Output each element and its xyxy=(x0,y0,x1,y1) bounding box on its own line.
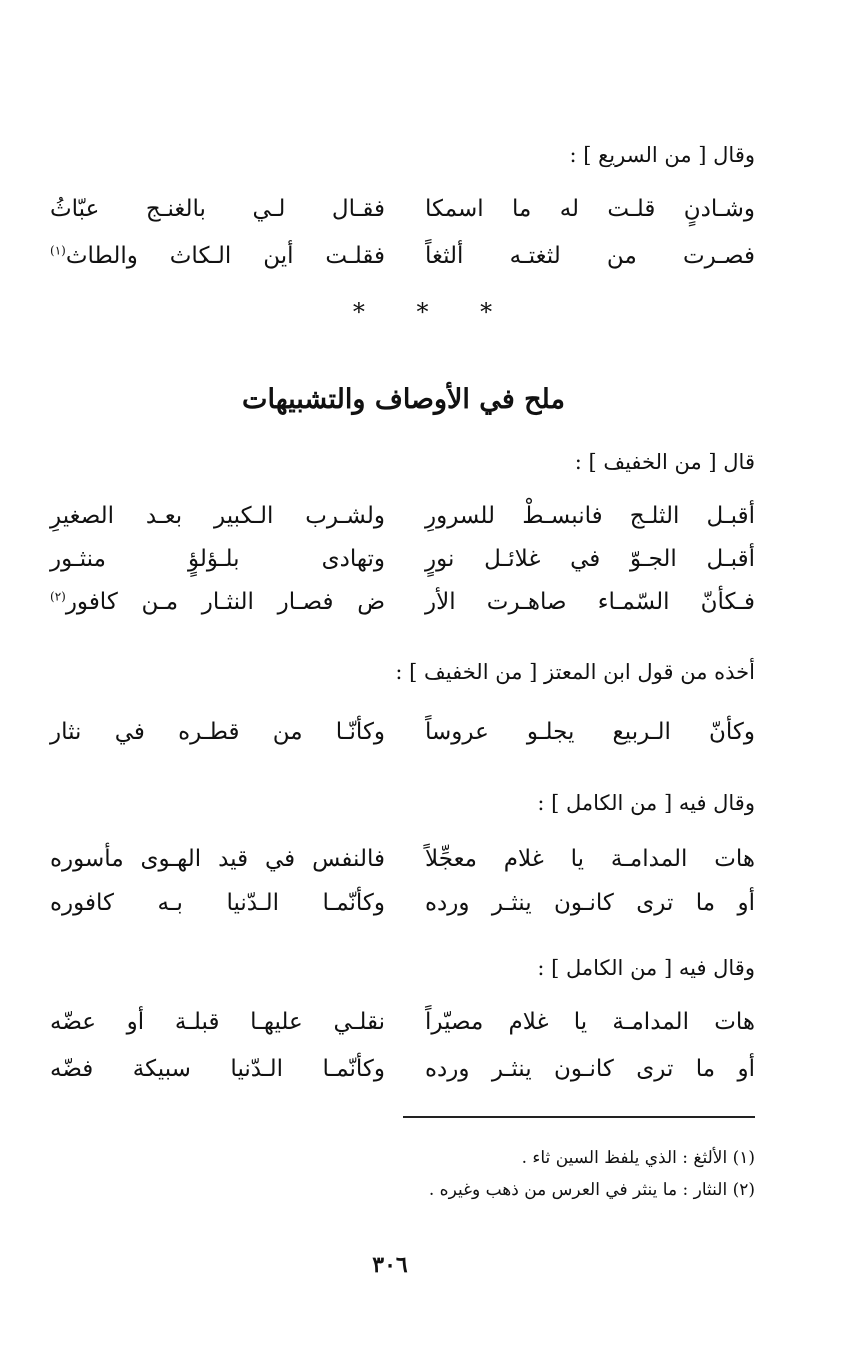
verse-second-hemistich xyxy=(50,583,385,621)
verse-line xyxy=(50,583,755,621)
verse-line xyxy=(50,1003,755,1041)
verse-line xyxy=(50,713,755,751)
verse-first-hemistich: وكأنّ الـربيع يجلـو عروساً xyxy=(425,719,755,745)
verse-first-hemistich: فصـرت من لثغتـه ألثغاً xyxy=(425,243,755,269)
verse-second-text: وكأنّمـا الـدّنيا سبيكة فضّه xyxy=(50,1056,385,1082)
verse-second-text: وتهادى بلـؤلؤٍ منثـور xyxy=(50,546,385,572)
verse-first-hemistich: فـكأنّ السّمـاء صاهـرت الأر xyxy=(425,589,755,615)
verse-first-hemistich: هات المدامـة يا غلام معجِّلاً xyxy=(425,846,755,872)
verse-second-text: ض فصـار النثـار مـن كافور xyxy=(65,589,385,615)
verse-line xyxy=(50,190,755,228)
verse-second-text: نقلـي عليهـا قبلـة أو عضّه xyxy=(50,1009,385,1035)
footnote-marker[interactable]: (١) xyxy=(50,243,66,258)
verse-second-hemistich xyxy=(50,190,385,228)
footnote-marker[interactable]: (٢) xyxy=(50,589,66,604)
verse-line xyxy=(50,840,755,878)
verse-first-hemistich: أقبـل الجـوّ في غلائـل نورٍ xyxy=(425,546,755,572)
verse-first-hemistich: هات المدامـة يا غلام مصيّراً xyxy=(425,1009,755,1035)
verse-first-hemistich: أو ما ترى كانـون ينثـر ورده xyxy=(425,890,755,916)
verse-second-hemistich xyxy=(50,497,385,535)
section-intro: وقال [ من السريع ] : xyxy=(569,143,755,167)
verse-second-hemistich xyxy=(50,840,385,878)
verse-first-hemistich: أقبـل الثلـج فانبسـطْ للسرورِ xyxy=(425,503,755,529)
footnote-divider xyxy=(403,1116,755,1118)
page-number: ٣٠٦ xyxy=(372,1252,408,1278)
verse-second-hemistich xyxy=(50,884,385,922)
verse-second-hemistich xyxy=(50,540,385,578)
verse-second-text: فقـال لـي بالغنـج عبّاثُ xyxy=(50,196,385,222)
verse-line xyxy=(50,540,755,578)
verse-second-hemistich xyxy=(50,1003,385,1041)
verse-line xyxy=(50,1050,755,1088)
verse-line xyxy=(50,497,755,535)
chapter-heading: ملح في الأوصاف والتشبيهات xyxy=(242,384,565,415)
section-separator: * * * xyxy=(352,298,515,326)
footnote: (١) الألثغ : الذي يلفظ السين ثاء . xyxy=(521,1148,755,1168)
verse-line xyxy=(50,237,755,275)
footnote: (٢) النثار : ما ينثر في العرس من ذهب وغيره . xyxy=(428,1180,755,1200)
section-intro: وقال فيه [ من الكامل ] : xyxy=(537,791,755,815)
verse-second-text: وكأنّـا من قطـره في نثار xyxy=(50,719,385,745)
section-intro: قال [ من الخفيف ] : xyxy=(574,450,755,474)
verse-first-hemistich: أو ما ترى كانـون ينثـر ورده xyxy=(425,1056,755,1082)
section-intro: أخذه من قول ابن المعتز [ من الخفيف ] : xyxy=(395,660,755,684)
verse-second-text: فالنفس في قيد الهـوى مأسوره xyxy=(50,846,385,872)
verse-second-hemistich xyxy=(50,713,385,751)
verse-first-hemistich: وشـادنٍ قلـت له ما اسمكا xyxy=(425,196,755,222)
verse-second-text: ولشـرب الـكبير بعـد الصغيرِ xyxy=(50,503,385,529)
verse-second-hemistich xyxy=(50,237,385,275)
verse-second-hemistich xyxy=(50,1050,385,1088)
verse-second-text: وكأنّمـا الـدّنيا بـه كافوره xyxy=(50,890,385,916)
verse-line xyxy=(50,884,755,922)
verse-second-text: فقلـت أين الـكاث والطاث xyxy=(65,243,385,269)
section-intro: وقال فيه [ من الكامل ] : xyxy=(537,956,755,980)
